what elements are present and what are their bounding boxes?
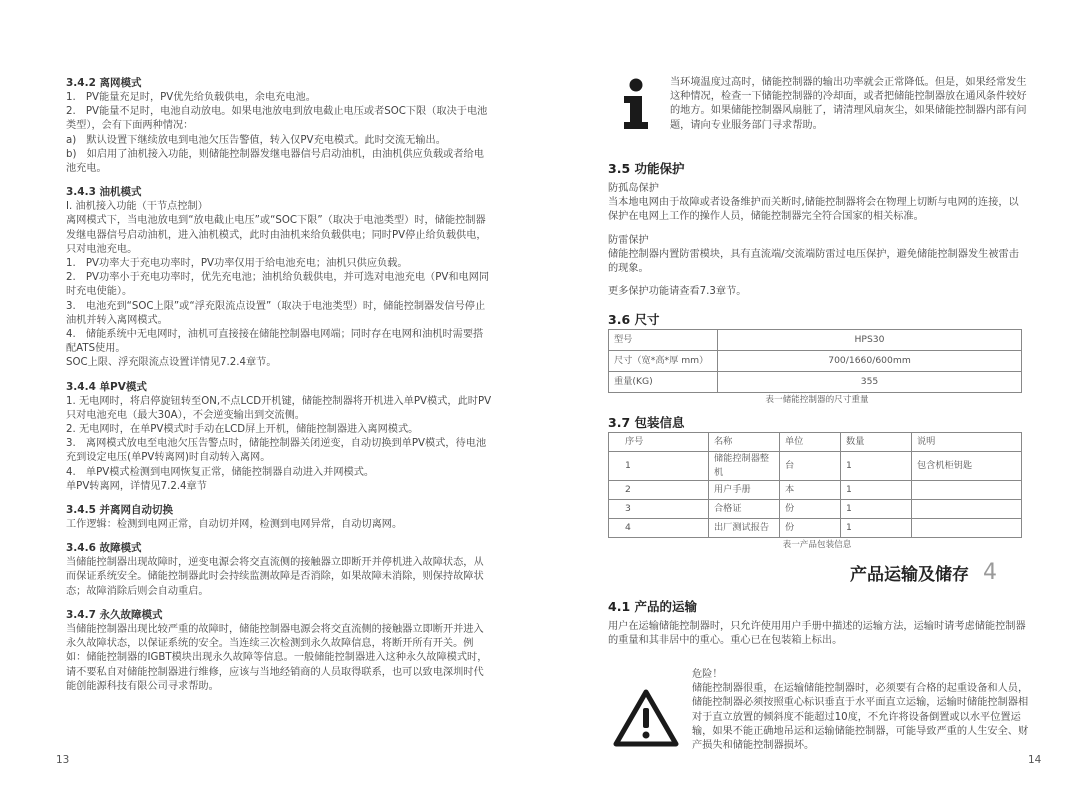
table-cell [912, 481, 1022, 500]
table-row [609, 500, 1022, 519]
table-row [609, 372, 1022, 393]
table-cell: 4 [609, 519, 709, 538]
dimensions-caption: 表一储能控制器的尺寸重量 [765, 395, 869, 406]
table-cell: 1 [841, 500, 912, 519]
paragraph: a) 默认设置下继续放电到电池欠压告警值，转入仅PV充电模式。此时交流无输出。 [66, 134, 446, 146]
table-cell: 重量(KG) [609, 372, 718, 393]
table-cell: 份 [780, 519, 841, 538]
page-number: 14 [1028, 754, 1042, 766]
table-cell: 用户手册 [709, 481, 780, 500]
info-note [670, 76, 1030, 133]
table-cell: 2 [609, 481, 709, 500]
table-cell: 3 [609, 500, 709, 519]
heading-3-4-4: 3.4.4 单PV模式 [66, 380, 147, 393]
more-protection-text: 更多保护功能请查看7.3章节。 [608, 286, 747, 298]
table-header-cell: 名称 [709, 432, 780, 451]
heading-3-4-7: 3.4.7 永久故障模式 [66, 608, 163, 621]
paragraph: 当储能控制器出现故障时，逆变电源会将交直流侧的接触器立即断开并停机进入故障状态，从而保证系统安全。储能控制器此时会持续监测故障是否消除，如果故障未消除，则保持故障状态；故障消除后则会自动重启。 [66, 557, 484, 597]
right-page [540, 0, 1080, 802]
table-cell: 355 [718, 372, 1022, 393]
chapter-number: 4 [983, 560, 997, 585]
paragraph: 3. 电池充到“SOC上限”或“浮充限流点设置”（取决于电池类型）时，储能控制器发信号停止油机并转入离网模式。 [66, 300, 486, 326]
paragraph: 2. 无电网时，在单PV模式时手动在LCD屏上开机，储能控制器进入离网模式。 [66, 424, 419, 436]
warning-triangle-icon [612, 688, 680, 748]
paragraph: 1. PV功率大于充电功率时，PV功率仅用于给电池充电；油机只供应负载。 [66, 258, 408, 270]
table-cell [912, 500, 1022, 519]
right-column [608, 160, 1026, 552]
lightning-title: 防雷保护 [608, 234, 649, 246]
table-row [609, 351, 1022, 372]
packing-table [608, 432, 1022, 538]
heading-3-4-6: 3.4.6 故障模式 [66, 542, 142, 555]
paragraph: 1. PV能量充足时，PV优先给负载供电，余电充电池。 [66, 92, 316, 103]
dimensions-table [608, 329, 1022, 393]
table-cell: 储能控制器整机 [709, 451, 780, 480]
table-cell: HPS30 [718, 330, 1022, 351]
section-4-1 [608, 598, 1026, 648]
heading-3-4-2: 3.4.2 离网模式 [66, 77, 142, 89]
paragraph: b) 如启用了油机接入功能，则储能控制器发继电器信号启动油机，由油机供应负载或者给电池充电。 [66, 148, 484, 175]
table-cell: 出厂测试报告 [709, 519, 780, 538]
table-header-row [609, 432, 1022, 451]
table-cell: 台 [780, 451, 841, 480]
chapter-title: 产品运输及储存 [850, 565, 969, 585]
table-cell: 1 [841, 481, 912, 500]
paragraph: 单PV转离网，详情见7.2.4章节 [66, 480, 207, 492]
warning-text: 储能控制器很重，在运输储能控制器时，必须要有合格的起重设备和人员，储能控制器必须按照重心标识垂直于水平面直立运输，运输时储能控制器相对于直立放置的倾斜度不能超过10度，不允许将设备倒置或以水平位置运输，如果不能正确地吊运和运输储能控制器，可能导致严重的人生安全、财产损失和储能控制器损坏。 [692, 683, 1029, 752]
heading-3-7: 3.7 包装信息 [608, 414, 685, 430]
page-number: 13 [56, 754, 70, 766]
table-header-cell: 单位 [780, 432, 841, 451]
table-header-cell: 序号 [609, 432, 709, 451]
heading-4-1: 4.1 产品的运输 [608, 599, 697, 614]
paragraph: 3. 离网模式放电至电池欠压告警点时，储能控制器关闭逆变，自动切换到单PV模式，待电池充到设定电压(单PV转离网)时自动转入离网。 [66, 438, 487, 464]
paragraph: 2. PV功率小于充电功率时，优先充电池；油机给负载供电，并可选对电池充电（PV和电网同时充电使能）。 [66, 272, 490, 298]
islanding-text: 当本地电网由于故障或者设备维护而关断时,储能控制器将会在物理上切断与电网的连接，以保护在电网上工作的操作人员，储能控制器完全符合国家的相关标准。 [608, 197, 1019, 223]
heading-3-6: 3.6 尺寸 [608, 312, 660, 328]
table-row [609, 481, 1022, 500]
warning-note [692, 668, 1032, 753]
heading-3-5: 3.5 功能保护 [608, 161, 685, 176]
islanding-title: 防孤岛保护 [608, 183, 659, 194]
table-cell: 尺寸（宽*高*厚 mm） [609, 351, 718, 372]
table-row [609, 519, 1022, 538]
heading-3-4-3: 3.4.3 油机模式 [66, 186, 142, 199]
table-cell: 700/1660/600mm [718, 351, 1022, 372]
table-cell: 份 [780, 500, 841, 519]
left-column [66, 76, 492, 694]
table-header-cell: 说明 [912, 432, 1022, 451]
paragraph: SOC上限、浮充限流点设置详情见7.2.4章节。 [66, 357, 277, 369]
paragraph: 4. 单PV模式检测到电网恢复正常，储能控制器自动进入并网模式。 [66, 466, 375, 478]
paragraph: 2. PV能量不足时，电池自动放电。如果电池放电到放电截止电压或者SOC下限（取决于电池类型），会有下面两种情况： [66, 106, 488, 132]
heading-3-4-5: 3.4.5 并离网自动切换 [66, 504, 174, 517]
table-row [609, 451, 1022, 480]
chapter-heading [850, 560, 997, 585]
paragraph: 1. 无电网时，将启停旋钮转至ON,不点LCD开机键，储能控制器将开机进入单PV模式，此时PV只对电池充电（最大30A），不会逆变输出到交流侧。 [66, 395, 492, 421]
packing-caption: 表一产品包装信息 [782, 540, 852, 551]
table-row [609, 330, 1022, 351]
paragraph: 离网模式下，当电池放电到“放电截止电压”或“SOC下限”（取决于电池类型）时，储能控制器发继电器信号启动油机，进入油机模式，此时由油机来给负载供电；同时PV停止给负载供电，只对电池充电。 [66, 215, 487, 255]
paragraph: 4. 储能系统中无电网时，油机可直接接在储能控制器电网端；同时存在电网和油机时需要搭配ATS使用。 [66, 329, 484, 355]
table-cell: 包含机柜钥匙 [912, 451, 1022, 480]
info-note-text: 当环境温度过高时，储能控制器的输出功率就会正常降低。但是，如果经常发生这种情况，检查一下储能控制器的冷却面，或者把储能控制器放在通风条件较好的地方。如果储能控制器风扇脏了，请清理风扇灰尘，如果储能控制器内部有问题，请向专业服务部门寻求帮助。 [670, 77, 1027, 131]
table-cell: 1 [841, 519, 912, 538]
transport-text: 用户在运输储能控制器时，只允许使用用户手册中描述的运输方法，运输时请考虑储能控制器的重量和其非居中的重心。重心已在包装箱上标出。 [608, 621, 1026, 647]
paragraph: I. 油机接入功能（干节点控制） [66, 201, 208, 213]
info-icon [616, 78, 656, 130]
table-cell: 合格证 [709, 500, 780, 519]
lightning-text: 储能控制器内置防雷模块，具有直流端/交流端防雷过电压保护，避免储能控制器发生被雷击的现象。 [608, 248, 1019, 275]
table-cell: 型号 [609, 330, 718, 351]
table-header-cell: 数量 [841, 432, 912, 451]
table-cell: 1 [841, 451, 912, 480]
paragraph: 工作逻辑：检测到电网正常，自动切并网，检测到电网异常，自动切离网。 [66, 519, 403, 531]
paragraph: 当储能控制器出现比较严重的故障时，储能控制器电源会将交直流侧的接触器立即断开并进入永久故障状态，以保证系统的安全。当连续三次检测到永久故障信息，将断开所有开关。例如：储能控制器的IGBT模块出现永久故障等信息。一般储能控制器进入这种永久故障模式时，请不要私自对储能控制器进行维修，应该与当地经销商的人员取得联系，也可以致电深圳时代能创能源科技有限公司寻求帮助。 [66, 623, 488, 692]
warning-heading: 危险！ [692, 669, 723, 680]
table-cell: 1 [609, 451, 709, 480]
table-cell: 本 [780, 481, 841, 500]
table-cell [912, 519, 1022, 538]
